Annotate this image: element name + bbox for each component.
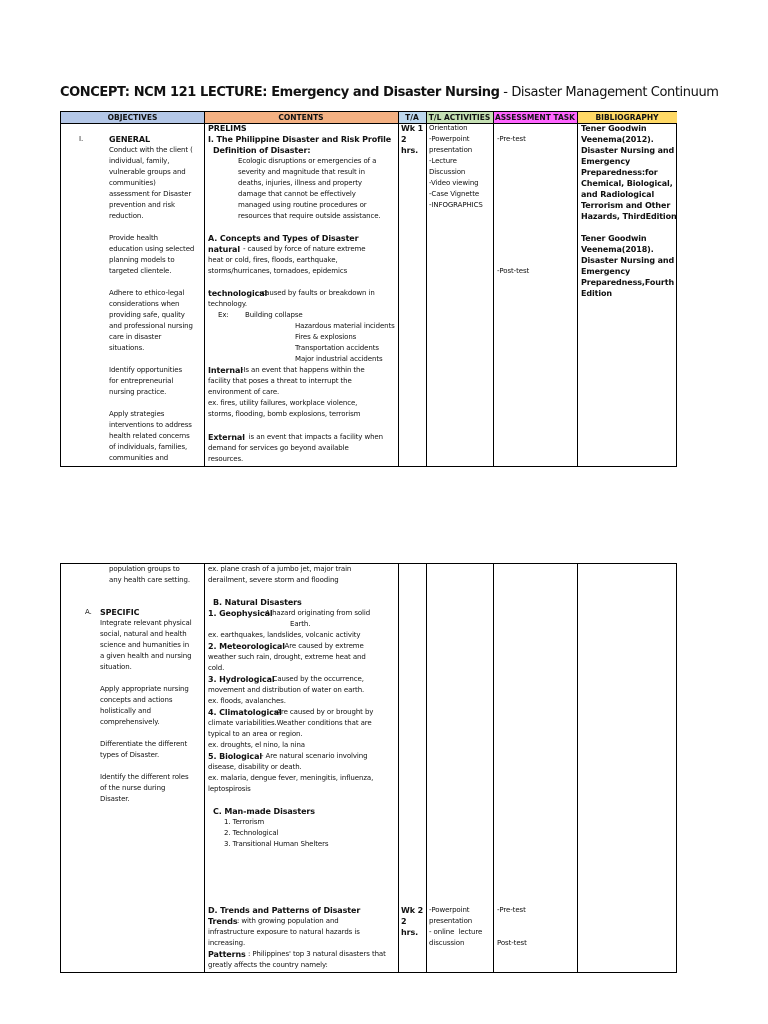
objective-line: assessment for Disaster [109,190,192,198]
trends-line-3: increasing. [208,939,246,947]
activity-item: - online lecture [429,928,483,936]
trends-label: Trends [208,917,238,926]
geophysical-label: 1. Geophysical [208,609,273,618]
objective-line: Adhere to ethico-legal [109,289,185,297]
objective-line: providing safe, quality [109,311,185,319]
objective-line: considerations when [109,300,180,308]
objective-line: communities and [109,454,169,462]
objective-line: reduction. [109,212,144,220]
objective-line: care in disaster [109,333,162,341]
bibliography-line: Disaster Nursing and [581,146,675,155]
bio-line-3: ex. malaria, dengue fever, meningitis, influenza, [208,774,374,782]
time-allotment-line: hrs. [401,928,419,937]
objective-line: planning models to [109,256,175,264]
specific-marker: A. [85,608,92,616]
section-concepts-types: A. Concepts and Types of Disaster [208,234,359,243]
title-rest: - Disaster Management Continuum [499,85,719,100]
tech-line-2: technology. [208,300,247,308]
section-natural-disasters: B. Natural Disasters [213,598,302,607]
cli-line-3: typical to an area or region. [208,730,303,738]
objective-line: prevention and risk [109,201,176,209]
hyd-line-1: - Caused by the occurrence, [268,675,364,683]
bibliography-line: Emergency [581,267,631,276]
patterns-line-2: greatly affects the country namely: [208,961,328,969]
objective-line: for entrepreneurial [109,377,174,385]
specific-objective-line: of the nurse during [100,784,166,792]
example-item: Fires & explosions [295,333,357,341]
activity-item: presentation [429,917,473,925]
specific-objective-line: comprehensively. [100,718,160,726]
met-line-3: cold. [208,664,225,672]
bibliography-line: and Radiological [581,190,655,199]
time-allotment-line: 2 [401,135,407,144]
bio-line-2: disease, disability or death. [208,763,302,771]
trends-line-2: infrastructure exposure to natural hazards is [208,928,360,936]
definition-line: managed using routine procedures or [238,201,367,209]
objective-line: population groups to [109,565,180,573]
example-item: Hazardous material incidents [295,322,395,330]
technological-label: technological [208,289,268,298]
definition-line: damage that cannot be effectively [238,190,356,198]
activity-item: -Powerpoint [429,906,470,914]
specific-objective-line: situation. [100,663,132,671]
objective-line: any health care setting. [109,576,190,584]
header-ta: T/A [398,112,426,124]
objective-specific-heading: SPECIFIC [100,608,140,617]
time-allotment-line: Wk 1 [401,124,424,133]
objective-line: Identify opportunities [109,366,182,374]
activity-item: -Powerpoint [429,135,470,143]
specific-objective-line: Differentiate the different [100,740,188,748]
man-made-item: 1. Terrorism [224,818,265,826]
post-test: -Post-test [497,267,530,275]
objective-line: education using selected [109,245,195,253]
contents-line: derailment, severe storm and flooding [208,576,339,584]
header-contents: CONTENTS [204,112,398,124]
objective-line: health related concerns [109,432,190,440]
example-item: Major industrial accidents [295,355,383,363]
objective-line: situations. [109,344,145,352]
geo-line-2: Earth. [290,620,311,628]
objective-numeral: I. [79,135,84,143]
specific-objective-line: a given health and nursing [100,652,192,660]
specific-objective-line: Apply appropriate nursing [100,685,189,693]
section-trends-patterns: D. Trends and Patterns of Disaster [208,906,361,915]
met-line-1: - Are caused by extreme [280,642,364,650]
natural-line-2: heat or cold, fires, floods, earthquake, [208,256,338,264]
bibliography-line: Preparedness:for [581,168,658,177]
cli-line-1: -Are caused by or brought by [274,708,374,716]
definition-heading: Definition of Disaster: [213,146,311,155]
example-item: Transportation accidents [295,344,379,352]
hyd-line-2: movement and distribution of water on earth. [208,686,365,694]
definition-line: deaths, injuries, illness and property [238,179,362,187]
example-item: Building collapse [245,311,303,319]
prelims-label: PRELIMS [208,124,247,133]
ex-label: Ex: [218,311,229,319]
natural-line-1: - caused by force of nature extreme [243,245,366,253]
time-allotment-line: hrs. [401,146,419,155]
specific-objective-line: Disaster. [100,795,130,803]
bibliography-line: Chemical, Biological, [581,179,673,188]
external-line-3: resources. [208,455,244,463]
definition-line: resources that require outside assistance. [238,212,381,220]
bibliography-line: Tener Goodwin [581,234,647,243]
objective-line: vulnerable groups and [109,168,186,176]
tech-line-1: -caused by faults or breakdown in [259,289,375,297]
activity-item: -Lecture [429,157,457,165]
time-allotment-line: Wk 2 [401,906,424,915]
activity-item: -Case Vignette [429,190,480,198]
bibliography-line: Hazards, ThirdEdition [581,212,677,221]
time-allotment-line: 2 [401,917,407,926]
objective-line: nursing practice. [109,388,167,396]
hyd-line-3: ex. floods, avalanches. [208,697,286,705]
cli-line-2: climate variabilities.Weather conditions that are [208,719,372,727]
document-title [60,85,719,100]
objective-line: individual, family, [109,157,170,165]
activity-item: -INFOGRAPHICS [429,201,483,209]
header-assessment: ASSESSMENT TASK [494,113,575,122]
objective-line: communities) [109,179,156,187]
bio-line-1: - Are natural scenario involving [261,752,368,760]
internal-label: Internal [208,366,243,375]
man-made-item: 2. Technological [224,829,279,837]
bio-line-4: leptospirosis [208,785,251,793]
met-line-2: weather such rain, drought, extreme heat and [208,653,366,661]
bibliography-line: Tener Goodwin [581,124,647,133]
bibliography-line: Emergency [581,157,631,166]
external-label: External [208,433,245,442]
bibliography-line: Veenema(2012). [581,135,654,144]
lesson-table-page1 [60,111,677,467]
specific-objective-line: Integrate relevant physical [100,619,192,627]
objective-general-heading: GENERAL [109,135,150,144]
specific-objective-line: social, natural and health [100,630,187,638]
internal-line: storms, flooding, bomb explosions, terrorism [208,410,361,418]
internal-line-1: -Is an event that happens within the [241,366,365,374]
objective-line: Conduct with the client ( [109,146,193,154]
definition-line: Ecologic disruptions or emergencies of a [238,157,377,165]
specific-objective-line: holistically and [100,707,151,715]
external-line-2: demand for services go beyond available [208,444,349,452]
man-made-item: 3. Transitional Human Shelters [224,840,329,848]
natural-label: natural [208,245,240,254]
activity-item: Discussion [429,168,466,176]
climatological-label: 4. Climatological [208,708,282,717]
activity-item: -Video viewing [429,179,479,187]
patterns-line-1: : Philippines' top 3 natural disasters that [248,950,386,958]
pre-test: -Pre-test [497,135,526,143]
activity-item: presentation [429,146,473,154]
objective-line: of individuals, families, [109,443,188,451]
trends-line-1: : with growing population and [237,917,339,925]
activity-item: Orientation [429,124,468,132]
title-bold: CONCEPT: NCM 121 LECTURE: Emergency and Disaster Nursing [60,85,500,100]
objective-line: Apply strategies [109,410,165,418]
cli-line-4: ex. droughts, el nino, la nina [208,741,305,749]
internal-line: facility that poses a threat to interrupt the [208,377,352,385]
contents-line: ex. plane crash of a jumbo jet, major train [208,565,352,573]
definition-line: severity and magnitude that result in [238,168,365,176]
bibliography-line: Terrorism and Other [581,201,671,210]
specific-objective-line: types of Disaster. [100,751,160,759]
pre-test-wk2: -Pre-test [497,906,526,914]
section-philippine-disaster: I. The Philippine Disaster and Risk Profile [208,135,392,144]
bibliography-line: Veenema(2018). [581,245,654,254]
header-objectives: OBJECTIVES [61,112,204,124]
lesson-table-page2 [60,563,677,973]
hydrological-label: 3. Hydrological [208,675,275,684]
section-man-made: C. Man-made Disasters [213,807,315,816]
activity-item: discussion [429,939,465,947]
internal-line: ex. fires, utility failures, workplace violence, [208,399,358,407]
external-line-1: - is an event that impacts a facility when [242,433,383,441]
bibliography-line: Disaster Nursing and [581,256,675,265]
bibliography-line: Preparedness,Fourth [581,278,675,287]
natural-line-3: storms/hurricanes, tornadoes, epidemics [208,267,348,275]
objective-line: and professional nursing [109,322,193,330]
geo-line-3: ex. earthquakes, landslides, volcanic activity [208,631,361,639]
specific-objective-line: concepts and actions [100,696,173,704]
objective-line: interventions to address [109,421,192,429]
objective-line: targeted clientele. [109,267,172,275]
objective-line: Provide health [109,234,158,242]
patterns-label: Patterns [208,950,246,959]
internal-line: environment of care. [208,388,280,396]
meteorological-label: 2. Meteorological [208,642,285,651]
specific-objective-line: Identify the different roles [100,773,189,781]
header-bibliography: BIBLIOGRAPHY [577,112,677,124]
specific-objective-line: science and humanities in [100,641,190,649]
post-test-wk2: Post-test [497,939,527,947]
header-tl-activities: T/L ACTIVITIES [426,112,493,124]
biological-label: 5. Biological [208,752,263,761]
bibliography-line: Edition [581,289,612,298]
geo-line-1: -A hazard originating from solid [263,609,371,617]
